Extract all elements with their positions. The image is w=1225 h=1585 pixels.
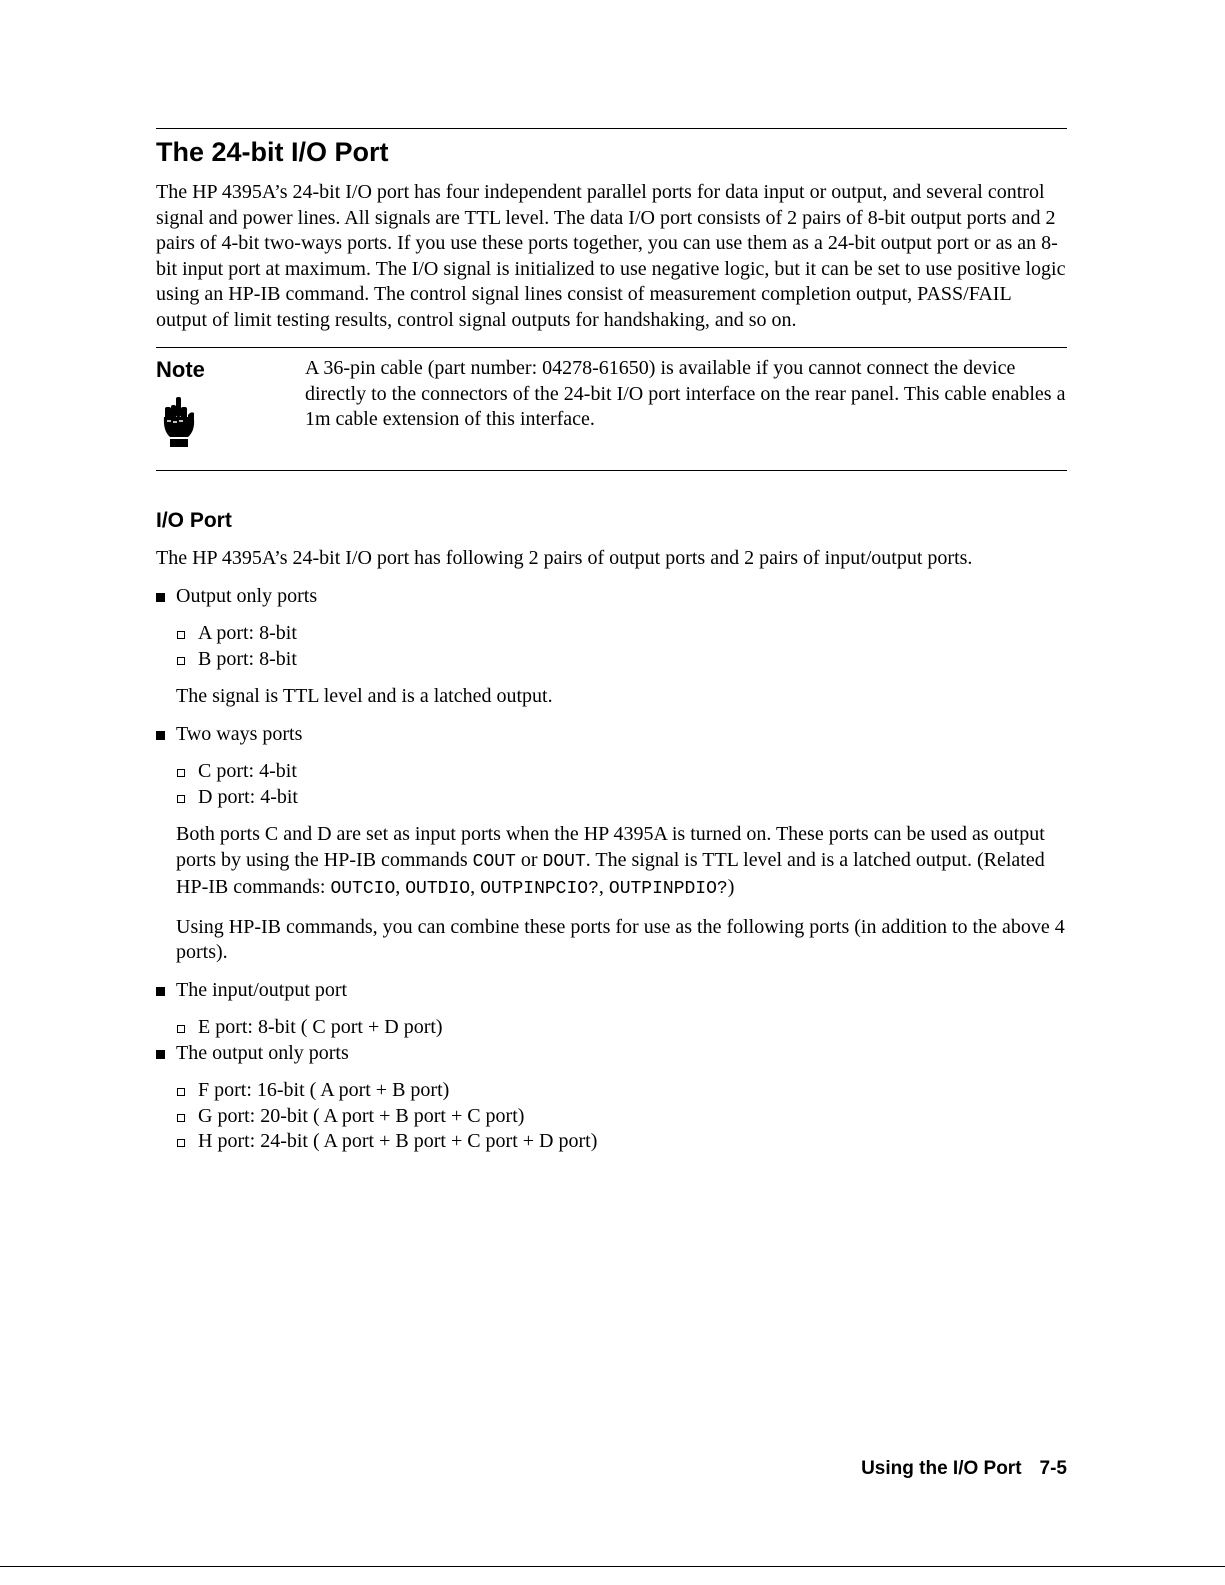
command-outdio: OUTDIO [405,879,471,899]
bottom-rule [0,1566,1225,1567]
square-bullet-icon [156,987,165,996]
page-content [156,128,1067,1155]
two-ways-label: Two ways ports [176,722,303,745]
pointing-hand-icon [162,397,196,449]
command-dout: DOUT [542,851,586,872]
list-item: D port: 4-bit [176,785,1067,811]
list-item: A port: 8-bit [176,621,1067,647]
page-footer [861,1458,1067,1480]
open-square-bullet-icon [177,1114,185,1122]
two-ways-description: Both ports C and D are set as input ports when the HP 4395A is turned on. These ports can be used as output ports by using the HP-IB commands COUT or DOUT. The signal is TTL level and is a latched output. (Related HP-IB commands: OUTCIO, OUTDIO, OUTPINPCIO?, OUTPINPDIO?) [176,823,1045,899]
list-item-output-only [156,584,1067,710]
combine-ports-description: Using HP-IB commands, you can combine these ports for use as the following ports (in addition to the above 4 ports). [176,915,1065,963]
list-item-output-only-combined [156,1041,1067,1155]
list-item-input-output [156,978,1067,1041]
open-square-bullet-icon [177,657,185,665]
list-item: G port: 20-bit ( A port + B port + C port) [176,1104,1067,1130]
square-bullet-icon [156,1050,165,1059]
list-item: C port: 4-bit [176,759,1067,785]
input-output-label: The input/output port [176,978,348,1001]
section-intro: The HP 4395A’s 24-bit I/O port has four independent parallel ports for data input or output, and several control signal and power lines. All signals are TTL level. The data I/O port consists of 2 pairs of 8-bit output ports and 2 pairs of 4-bit two-ways ports. If you use these ports together, you can use them as a 24-bit output port or as an 8-bit input port at maximum. The I/O signal is initialized to use negative logic, but it can be set to use positive logic using an HP-IB command. The control signal lines consist of measurement completion output, PASS/FAIL output of limit testing results, control signal outputs for handshaking, and so on. [156,181,1066,331]
port-list [156,584,1067,1155]
open-square-bullet-icon [177,1025,185,1033]
section-title: The 24-bit I/O Port [156,137,389,167]
note-box [156,348,1067,470]
list-item: B port: 8-bit [176,647,1067,673]
list-item-two-ways [156,722,1067,966]
list-item: E port: 8-bit ( C port + D port) [176,1015,1067,1041]
input-output-sublist [176,1015,1067,1041]
command-outpinpdio: OUTPINPDIO? [608,879,728,899]
list-item: H port: 24-bit ( A port + B port + C port + D port) [176,1129,1067,1155]
io-port-intro: The HP 4395A’s 24-bit I/O port has following 2 pairs of output ports and 2 pairs of input/output ports. [156,547,973,569]
footer-chapter: Using the I/O Port [861,1458,1022,1479]
section-top-rule [156,128,1067,129]
square-bullet-icon [156,593,165,602]
command-outpinpcio: OUTPINPCIO? [480,879,599,899]
command-cout: COUT [472,851,516,872]
output-only-label: Output only ports [176,584,318,607]
open-square-bullet-icon [177,1139,185,1147]
command-outcio: OUTCIO [330,879,396,899]
note-bottom-rule [156,470,1067,471]
output-only-combined-label: The output only ports [176,1041,349,1064]
two-ways-sublist [176,759,1067,810]
note-label: Note [156,357,205,382]
open-square-bullet-icon [177,769,185,777]
open-square-bullet-icon [177,795,185,803]
output-only-combined-sublist [176,1078,1067,1155]
note-text: A 36-pin cable (part number: 04278-61650) is available if you cannot connect the device directly to the connectors of the 24-bit I/O port interface on the rear panel. This cable enables a 1m cable extension of this interface. [305,357,1066,430]
page-number: 7-5 [1039,1458,1067,1479]
open-square-bullet-icon [177,631,185,639]
square-bullet-icon [156,731,165,740]
io-port-heading: I/O Port [156,509,232,532]
output-only-note: The signal is TTL level and is a latched output. [176,685,553,707]
list-item: F port: 16-bit ( A port + B port) [176,1078,1067,1104]
open-square-bullet-icon [177,1088,185,1096]
output-only-sublist [176,621,1067,672]
